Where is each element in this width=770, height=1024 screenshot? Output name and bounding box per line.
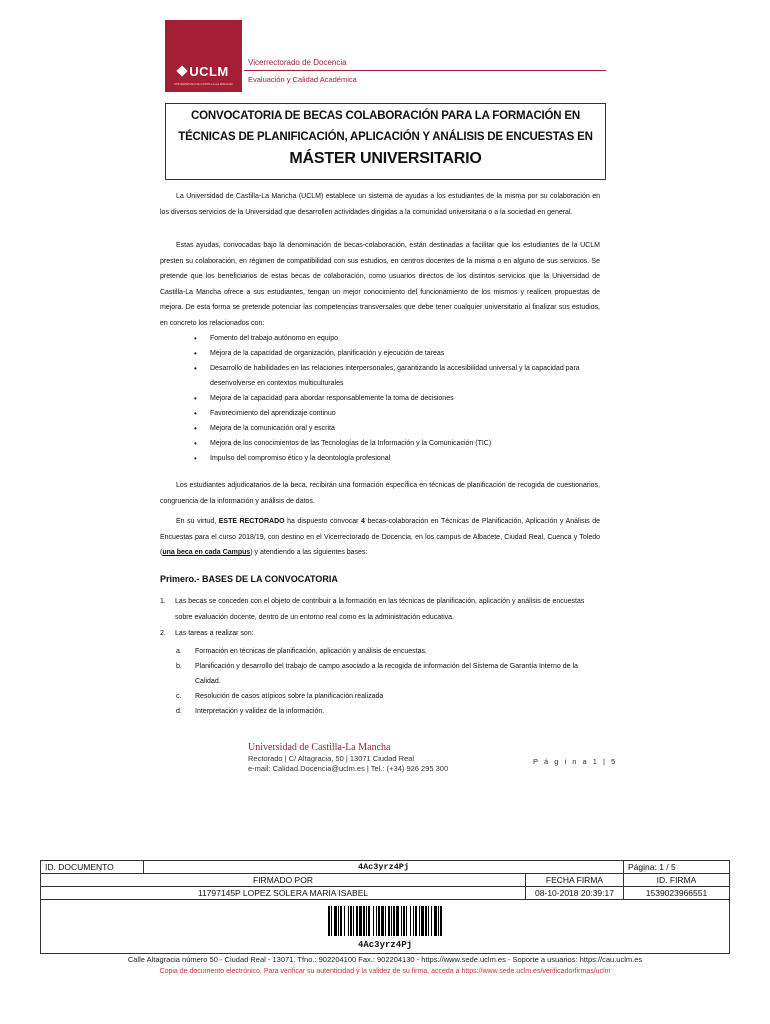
list-item: • Mejora de la capacidad para abordar responsablemente la toma de decisiones xyxy=(160,391,600,406)
id-documento-label: ID. DOCUMENTO xyxy=(41,861,144,874)
list-item: c. Resolución de casos atípicos sobre la planificación realizada xyxy=(176,693,384,700)
firmante-value: 11797145P LOPEZ SOLERA MARIA ISABEL xyxy=(41,887,526,900)
becas-count: 4 xyxy=(361,518,365,525)
title-line-1: CONVOCATORIA DE BECAS COLABORACIÓN PARA LA FORMACIÓN EN xyxy=(191,110,580,122)
id-firma-value: 1539023966551 xyxy=(624,887,730,900)
barcode-icon xyxy=(328,906,443,936)
uclm-logo xyxy=(165,20,242,92)
list-item: • Mejora de los conocimientos de las Tecnologías de la Información y la Comunicación (TIC) xyxy=(160,436,600,451)
list-item: • Favorecimiento del aprendizaje continuo xyxy=(160,406,600,421)
fecha-firma-label: FECHA FIRMA xyxy=(526,874,624,887)
id-documento-value: 4Ac3yrz4Pj xyxy=(144,861,624,874)
section-title: Primero.- BASES DE LA CONVOCATORIA xyxy=(160,574,338,584)
pagina-label: Página: 1 / 5 xyxy=(624,861,730,874)
vicerrectorado-label: Vicerrectorado de Docencia xyxy=(248,58,347,67)
title-box xyxy=(165,103,606,180)
list-item: • Mejora de la capacidad de organización, planificación y ejecución de tareas xyxy=(160,346,600,361)
verification-note: Copia de documento electrónico. Para verificar su autenticidad y la validez de su firma, acceda a https://www.sede.uclm.es/verificadorfirmas/uclm xyxy=(159,968,611,975)
campus-emphasis: una beca en cada Campus xyxy=(162,549,251,556)
logo-text: UCLM xyxy=(189,64,229,79)
id-firma-label: ID. FIRMA xyxy=(624,874,730,887)
list-item: • Impulso del compromiso ético y la deontología profesional xyxy=(160,451,600,466)
barcode-bar xyxy=(442,906,443,936)
list-item: b. Planificación y desarrollo del trabajo de campo asociado a la recogida de información del Sistema de Garantía Interno de la Calidad. xyxy=(176,663,578,685)
list-item: • Mejora de la comunicación oral y escrita xyxy=(160,421,600,436)
list-item: a. Formación en técnicas de planificación, aplicación y análisis de encuestas. xyxy=(176,648,427,655)
bottom-address: Calle Altagracia número 50 - Ciudad Real - 13071. Tfno.: 902204100 Fax.: 902204130 - https://www.sede.uclm.es - Soporte a usuarios: https://cau.uclm.es xyxy=(127,955,643,964)
firmado-por-label: FIRMADO POR xyxy=(41,874,526,887)
formacion-paragraph: Los estudiantes adjudicatarios de la beca, recibirán una formación específica en técnicas de planificación de recogida de cuestionarios, congruencia de la información y análisis de datos. xyxy=(160,482,600,505)
fecha-firma-value: 08-10-2018 20:39:17 xyxy=(526,887,624,900)
ayudas-paragraph: Estas ayudas, convocadas bajo la denominación de becas-colaboración, están destinadas a facilitar que los estudiantes de la UCLM presten su colaboración, en régimen de compatibilidad con sus estudios, en centros docentes de la misma o en alguno de sus servicios. Se pretende que los beneficiarios de estas becas de colaboración, como usuarios directos de los distintos servicios que la Universidad de Castilla-La Mancha ofrece a sus estudiantes, tengan un mejor conocimiento del funcionamiento de los mismos y realicen propuestas de mejora. De esta forma se pretende potenciar las competencias transversales que debe tener cualquier universitario al finalizar sus estudios, en concreto los relacionados con: xyxy=(160,242,600,327)
title-line-2: TÉCNICAS DE PLANIFICACIÓN, APLICACIÓN Y ANÁLISIS DE ENCUESTAS EN xyxy=(178,131,593,143)
area-label: Evaluación y Calidad Académica xyxy=(248,75,357,84)
intro-paragraph: La Universidad de Castilla-La Mancha (UCLM) establece un sistema de ayudas a los estudiantes de la misma por su colaboración en los diversos servicios de la Universidad que desarrollen actividades dirigidas a la comunidad universitaria o a la sociedad en general. xyxy=(160,193,600,216)
tareas-list xyxy=(160,644,600,719)
footer-university: Universidad de Castilla-La Mancha xyxy=(248,742,391,753)
competencias-list xyxy=(160,331,600,466)
barcode-cell xyxy=(41,900,730,954)
virtud-paragraph: En su virtud, ESTE RECTORADO ha dispuesto convocar 4 becas-colaboración en Técnicas de Planificación, Aplicación y Análisis de Encuestas para el curso 2018/19, con destino en el Vicerrectorado de Docencia, en los campus de Albacete, Ciudad Real, Cuenca y Toledo (una beca en cada Campus) y atendiendo a las siguientes bases: xyxy=(160,518,600,556)
barcode-text: 4Ac3yrz4Pj xyxy=(357,940,412,950)
numbered-item: 1. Las becas se conceden con el objeto de contribuir a la formación en las técnicas de planificación, aplicación y análisis de encuestas sobre evaluación docente, dentro de un entorno real como es la administración educativa. xyxy=(160,598,585,621)
list-item: • Fomento del trabajo autónomo en equipo xyxy=(160,331,600,346)
list-item: • Desarrollo de habilidades en las relaciones interpersonales, garantizando la accesibilidad universal y la capacidad para desenvolverse en contextos multiculturales xyxy=(160,361,600,391)
page-number: P á g i n a 1 | 5 xyxy=(533,757,618,766)
footer-address: Rectorado | C/ Altagracia, 50 | 13071 Ciudad Real e-mail: Calidad.Docencia@uclm.es | Tel.: (+34) 926 295 300 xyxy=(248,754,449,773)
numbered-item: 2. Las tareas a realizar son: xyxy=(160,630,254,637)
logo-subtext: UNIVERSIDAD DE CASTILLA-LA MANCHA xyxy=(174,82,233,86)
header-rule xyxy=(244,70,606,71)
signature-table xyxy=(40,860,730,954)
rectorado-emphasis: ESTE RECTORADO xyxy=(218,518,285,525)
title-line-3: MÁSTER UNIVERSITARIO xyxy=(289,150,482,167)
logo-diamond-icon xyxy=(177,65,188,76)
list-item: d. Interpretación y validez de la información. xyxy=(176,708,325,715)
